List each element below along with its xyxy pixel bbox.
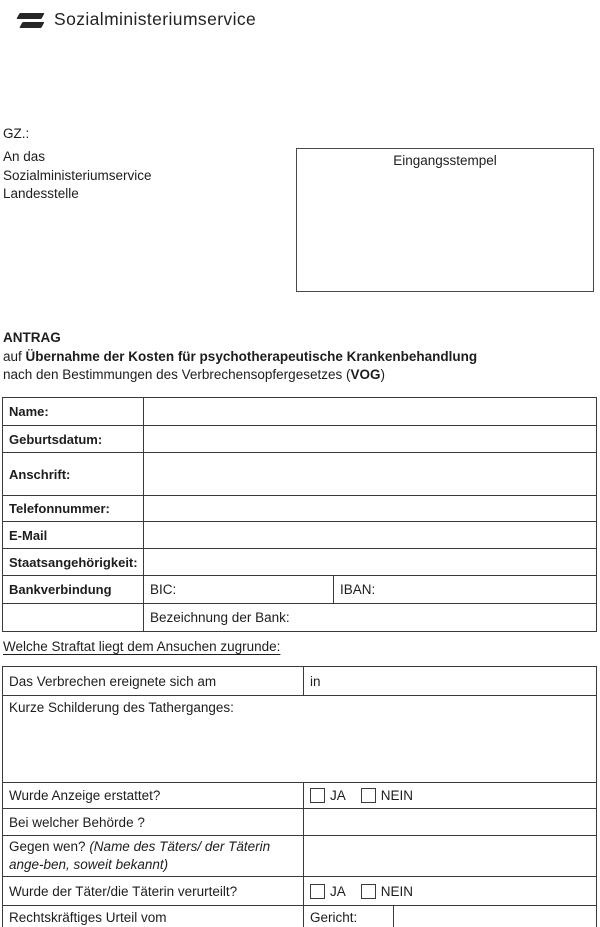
brand-header — [15, 9, 256, 30]
crime-description-input-cell[interactable] — [3, 696, 597, 783]
bank-name-label: Bezeichnung der Bank: — [150, 610, 290, 625]
report-nein-checkbox[interactable] — [361, 788, 376, 803]
convicted-nein-checkbox[interactable] — [361, 884, 376, 899]
convicted-ja-checkbox[interactable] — [310, 884, 325, 899]
court-input-cell[interactable] — [394, 906, 597, 927]
authority-input-cell[interactable] — [304, 809, 597, 836]
against-whom-plain: Gegen wen? — [9, 839, 90, 854]
antrag-subject-bold: Übernahme der Kosten für psychotherapeutische Krankenbehandlung — [25, 348, 478, 364]
antrag-heading-block — [3, 329, 477, 385]
verdict-date-label: Rechtskräftiges Urteil vom — [3, 906, 304, 927]
crime-place-input-cell[interactable] — [304, 667, 597, 696]
crime-description-label: Kurze Schilderung des Tatherganges: — [9, 700, 234, 715]
offense-section-heading: Welche Straftat liegt dem Ansuchen zugrunde: — [3, 639, 281, 654]
bic-label: BIC: — [150, 582, 177, 597]
authority-label: Bei welcher Behörde ? — [3, 809, 304, 836]
personal-data-table — [2, 397, 597, 632]
iban-input-cell[interactable] — [334, 576, 597, 604]
stamp-box — [296, 148, 594, 292]
brand-title: Sozialministeriumservice — [54, 9, 257, 29]
phone-label: Telefonnummer: — [3, 496, 144, 522]
name-input-cell[interactable] — [144, 398, 597, 426]
antrag-subject-prefix: auf — [3, 348, 26, 364]
crime-date-label: Das Verbrechen ereignete sich am — [3, 667, 304, 696]
nationality-label: Staatsangehörigkeit: — [3, 549, 144, 576]
against-whom-input-cell[interactable] — [304, 836, 597, 877]
crime-place-label: in — [310, 673, 321, 689]
email-label: E-Mail — [3, 522, 144, 549]
name-label: Name: — [3, 398, 144, 426]
antrag-law-abbrev: VOG — [350, 367, 381, 382]
antrag-law-prefix: nach den Bestimmungen des Verbrechensopfergesetzes ( — [3, 367, 351, 382]
email-input-cell[interactable] — [144, 522, 597, 549]
bank-name-input-cell[interactable] — [144, 604, 597, 632]
report-filed-checkbox-group — [310, 788, 590, 803]
phone-input-cell[interactable] — [144, 496, 597, 522]
stamp-box-label: Eingangsstempel — [393, 153, 497, 168]
bic-input-cell[interactable] — [144, 576, 334, 604]
address-input-cell[interactable] — [144, 453, 597, 496]
antrag-title: ANTRAG — [3, 330, 61, 345]
empty-cell — [3, 604, 144, 632]
birthdate-input-cell[interactable] — [144, 426, 597, 453]
gz-label: GZ.: — [3, 126, 30, 141]
convicted-answer-cell — [304, 877, 597, 906]
bank-label: Bankverbindung — [3, 576, 144, 604]
addressee-block — [3, 148, 152, 204]
report-filed-label: Wurde Anzeige erstattet? — [3, 783, 304, 809]
convicted-label: Wurde der Täter/die Täterin verurteilt? — [3, 877, 304, 906]
court-label-cell — [304, 906, 394, 927]
addressee-line: An das — [3, 149, 46, 164]
report-ja-label: JA — [330, 788, 346, 803]
addressee-line: Sozialministeriumservice — [3, 167, 152, 183]
convicted-ja-label: JA — [330, 883, 346, 899]
against-whom-label — [3, 836, 304, 877]
against-whom-note: (Name des Täters/ der Täterin ange-ben, soweit bekannt) — [9, 839, 271, 872]
convicted-checkbox-group — [310, 884, 590, 899]
sozialministerium-logo-icon — [15, 9, 47, 30]
offense-table — [2, 666, 597, 927]
iban-label: IBAN: — [340, 582, 376, 597]
nationality-input-cell[interactable] — [144, 549, 597, 576]
report-filed-answer-cell — [304, 783, 597, 809]
convicted-nein-label: NEIN — [380, 883, 414, 899]
antrag-law-close: ) — [380, 367, 385, 382]
court-label: Gericht: — [310, 909, 358, 925]
report-nein-label: NEIN — [380, 788, 414, 803]
birthdate-label: Geburtsdatum: — [3, 426, 144, 453]
address-label: Anschrift: — [3, 453, 144, 496]
report-ja-checkbox[interactable] — [310, 788, 325, 803]
antrag-law-line — [3, 366, 477, 385]
antrag-subject-line — [3, 348, 477, 367]
addressee-line: Landesstelle — [3, 186, 79, 201]
